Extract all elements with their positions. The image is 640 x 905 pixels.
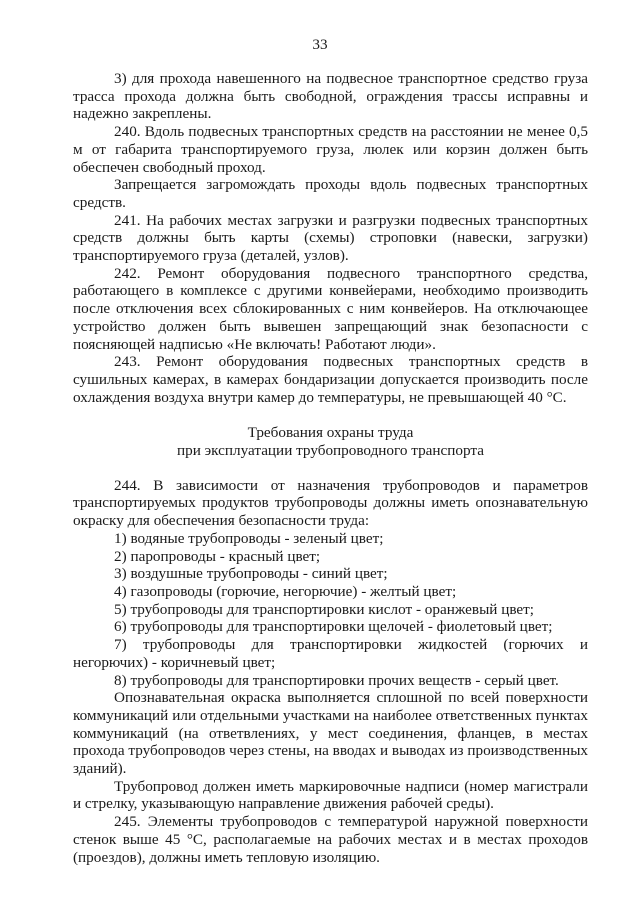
paragraph-239-item-3: 3) для прохода навешенного на подвесное транспортное средство груза трасса прохода должна быть свободной, ограждения трассы исправны и надежно закреплены. bbox=[73, 70, 588, 123]
paragraph-marking-labels: Трубопровод должен иметь маркировочные надписи (номер магистрали и стрелку, указывающую направление движения рабочей среды). bbox=[73, 777, 588, 813]
list-item: 5) трубопроводы для транспортировки кислот - оранжевый цвет; bbox=[114, 600, 535, 618]
document-body bbox=[73, 70, 588, 866]
paragraph-242: 242. Ремонт оборудования подвесного транспортного средства, работающего в комплексе с другими конвейерами, необходимо производить после отключения всех сблокированных с ним конвейеров. На отключающее устройство должен быть вывешен запрещающий знак безопасности с поясняющей надписью «Не включать! Работают люди». bbox=[73, 264, 588, 353]
list-item: 6) трубопроводы для транспортировки щелочей - фиолетовый цвет; bbox=[114, 618, 553, 636]
list-item: 4) газопроводы (горючие, негорючие) - желтый цвет; bbox=[114, 582, 457, 600]
paragraph-240: 240. Вдоль подвесных транспортных средств на расстоянии не менее 0,5 м от габарита транспортируемого груза, люлек или корзин должен быть обеспечен свободный проход. bbox=[73, 123, 588, 176]
list-item: 7) трубопроводы для транспортировки жидкостей (горючих и негорючих) - коричневый цвет; bbox=[73, 636, 588, 671]
list-item: 2) паропроводы - красный цвет; bbox=[114, 547, 321, 565]
paragraph-marking-coloring: Опознавательная окраска выполняется сплошной по всей поверхности коммуникаций или отдельными участками на наиболее ответственных пунктах коммуникаций (на ответвлениях, у мест соединения, фланцев, в местах прохода трубопроводов через стены, на вводах и выводах из производственных зданий). bbox=[73, 689, 588, 778]
list-item: 3) воздушные трубопроводы - синий цвет; bbox=[114, 565, 388, 583]
paragraph-243: 243. Ремонт оборудования подвесных транспортных средств в сушильных камерах, в камерах бондаризации допускается производить после охлаждения воздуха внутри камер до температуры, не превышающей 40 °С. bbox=[73, 353, 588, 406]
page-number: 33 bbox=[312, 36, 328, 53]
list-item: 8) трубопроводы для транспортировки прочих веществ - серый цвет. bbox=[114, 671, 559, 689]
paragraph-245: 245. Элементы трубопроводов с температурой наружной поверхности стенок выше 45 °С, располагаемые на рабочих местах и в местах проходов (проездов), должны иметь тепловую изоляцию. bbox=[73, 813, 588, 866]
section-heading-line-2: при эксплуатации трубопроводного транспорта bbox=[177, 442, 484, 460]
paragraph-241: 241. На рабочих местах загрузки и разгрузки подвесных транспортных средств должны быть карты (схемы) строповки (навески, загрузки) транспортируемого груза (деталей, узлов). bbox=[73, 211, 588, 265]
paragraph-240-prohibition: Запрещается загромождать проходы вдоль подвесных транспортных средств. bbox=[73, 176, 588, 211]
section-heading-line-1: Требования охраны труда bbox=[247, 424, 414, 442]
list-item: 1) водяные трубопроводы - зеленый цвет; bbox=[114, 529, 384, 547]
paragraph-244-intro: 244. В зависимости от назначения трубопроводов и параметров транспортируемых продуктов трубопроводы должны иметь опознавательную окраску для обеспечения безопасности труда: bbox=[73, 476, 588, 530]
